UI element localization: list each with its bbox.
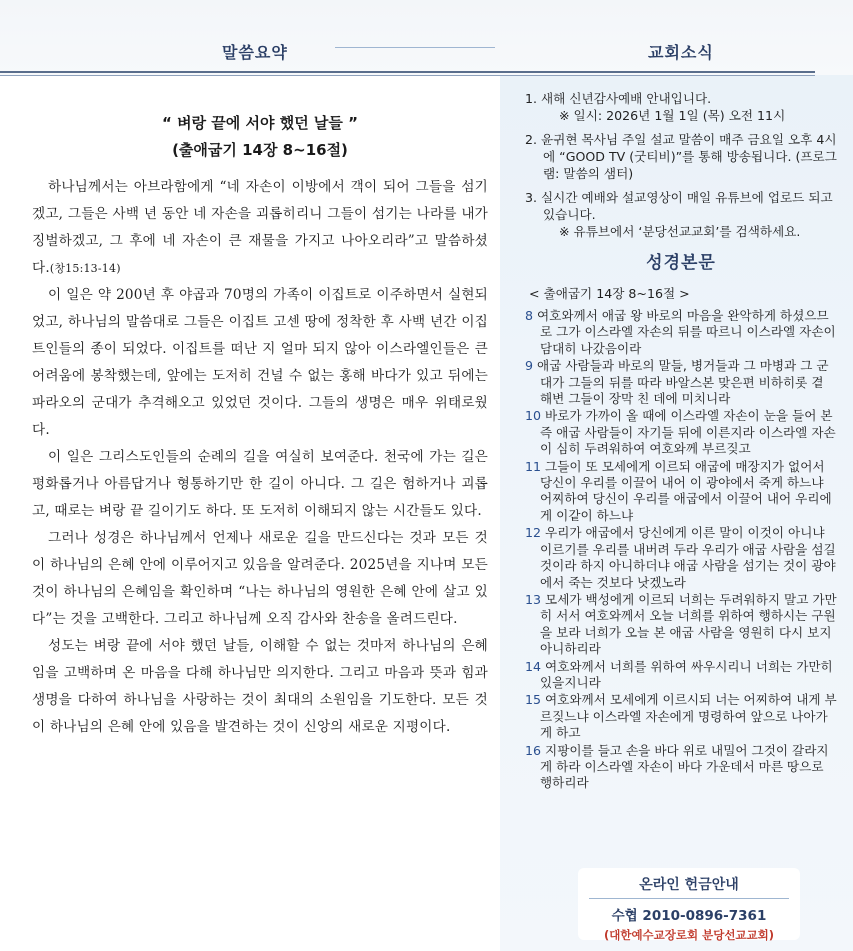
sermon-summary bbox=[32, 112, 488, 741]
verse-text: 바로가 가까이 올 때에 이스라엘 자손이 눈을 들어 본즉 애굽 사람들이 자기들 뒤에 이른지라 이스라엘 자손이 심히 두려워하여 여호와께 부르짖고 bbox=[540, 408, 836, 457]
verse-number: 11 bbox=[525, 458, 542, 474]
sermon-paragraph-2: 이 일은 약 200년 후 야곱과 70명의 가족이 이집트로 이주하면서 실현되었고, 하나님의 말씀대로 그들은 이집트 고센 땅에 정착한 후 사백 년간 이집트인들의 종이 되었다. 이집트를 떠난 지 얼마 되지 않아 이스라엘인들은 큰 어려움에 봉착했는데, 앞에는 도저히 건널 수 없는 홍해 바다가 있고 뒤에는 파라오의 군대가 추격해오고 있었던 것이다. 그들의 생명은 매우 위태로웠다. bbox=[32, 287, 488, 438]
online-giving-box bbox=[578, 868, 800, 940]
verse-number: 15 bbox=[525, 692, 542, 708]
bank-account: 수협 2010-0896-7361 bbox=[611, 908, 767, 924]
online-giving-title: 온라인 헌금안내 bbox=[639, 877, 739, 893]
church-news-heading: 교회소식 bbox=[648, 43, 714, 62]
sermon-paragraph-4: 그러나 성경은 하나님께서 언제나 새로운 길을 만드신다는 것과 모든 것이 하나님의 은혜 안에 이루어지고 있음을 알려준다. 2025년을 지나며 모든 것이 하나님의 은혜임을 확인하며 “나는 하나님의 영원한 은혜 안에 살고 있다”는 것을 고백한다. 그리고 하나님께 오직 감사와 찬송을 올려드린다. bbox=[32, 530, 488, 627]
news-item-note: ※ 일시: 2026년 1월 1일 (목) 오전 11시 bbox=[559, 108, 786, 123]
sermon-paragraph-1 bbox=[32, 174, 488, 282]
verse-number: 14 bbox=[525, 658, 542, 674]
header-rule-top bbox=[0, 71, 815, 73]
news-item-note: ※ 유튜브에서 ‘분당선교교회’를 검색하세요. bbox=[559, 224, 801, 239]
news-item-text: 1. 새해 신년감사예배 안내입니다. bbox=[525, 91, 712, 106]
verse-number: 13 bbox=[525, 591, 542, 607]
header-divider bbox=[335, 47, 495, 48]
verse bbox=[525, 692, 837, 741]
verse bbox=[525, 408, 837, 457]
sermon-summary-heading: 말씀요약 bbox=[222, 43, 288, 62]
verse bbox=[525, 659, 837, 692]
news-item bbox=[525, 131, 837, 182]
verse bbox=[525, 308, 837, 357]
verse-number: 12 bbox=[525, 525, 542, 541]
bible-text-heading: 성경본문 bbox=[646, 253, 716, 273]
verse-text: 여호와께서 너희를 위하여 싸우시리니 너희는 가만히 있을지니라 bbox=[540, 658, 833, 690]
verse-text: 여호와께서 모세에게 이르시되 너는 어찌하여 내게 부르짖느냐 이스라엘 자손에게 명령하여 앞으로 나아가게 하고 bbox=[540, 692, 837, 741]
verse bbox=[525, 459, 837, 525]
verse-number: 10 bbox=[525, 408, 542, 424]
sermon-paragraph-3: 이 일은 그리스도인들의 순례의 길을 여실히 보여준다. 천국에 가는 길은 평화롭거나 아름답거나 형통하기만 한 길이 아니다. 그 길은 험하거나 괴롭고, 때로는 벼랑 끝 길이기도 하다. 또 도저히 이해되지 않는 시간들도 있다. bbox=[32, 449, 488, 519]
verse-number: 8 bbox=[525, 308, 534, 323]
bible-verses bbox=[525, 308, 837, 792]
verse bbox=[525, 358, 837, 407]
account-owner: (대한예수교장로회 분당선교교회) bbox=[603, 928, 775, 942]
verse bbox=[525, 592, 837, 658]
verse bbox=[525, 525, 837, 591]
sermon-reference: (출애굽기 14장 8~16절) bbox=[172, 141, 348, 159]
verse-text: 애굽 사람들과 바로의 말들, 병거들과 그 마병과 그 군대가 그들의 뒤를 따라 바알스본 맞은편 비하히롯 곁 해변 그들이 장막 친 데에 미치니라 bbox=[537, 358, 829, 407]
verse-number: 9 bbox=[525, 358, 534, 374]
scripture-citation: (창15:13-14) bbox=[49, 262, 121, 275]
verse bbox=[525, 743, 837, 792]
news-item-text: 2. 윤귀현 목사님 주일 설교 말씀이 매주 금요일 오후 4시에 “GOOD TV (굿티비)”를 통해 방송됩니다. (프로그램: 말씀의 샘터) bbox=[525, 132, 837, 181]
news-item bbox=[525, 90, 837, 124]
sermon-paragraph-text: 하나님께서는 아브라함에게 “네 자손이 이방에서 객이 되어 그들을 섬기겠고, 그들은 사백 년 동안 네 자손을 괴롭히리니 그들이 섬기는 나라를 내가 징벌하겠고, 그 후에 네 자손이 큰 재물을 가지고 나아오리라”고 말씀하셨다. bbox=[32, 179, 488, 276]
verse-text: 지팡이를 들고 손을 바다 위로 내밀어 그것이 갈라지게 하라 이스라엘 자손이 바다 가운데서 마른 땅으로 행하리라 bbox=[540, 742, 829, 791]
verse-text: 여호와께서 애굽 왕 바로의 마음을 완악하게 하셨으므로 그가 이스라엘 자손의 뒤를 따르니 이스라엘 자손이 담대히 나갔음이라 bbox=[537, 308, 836, 356]
church-news-list bbox=[525, 90, 837, 240]
sermon-paragraph-5: 성도는 벼랑 끝에 서야 했던 날들, 이해할 수 없는 것마저 하나님의 은혜임을 고백하며 온 마음을 다해 하나님만 의지한다. 그리고 마음과 뜻과 힘과 생명을 다하여 하나님을 사랑하는 것이 최대의 소원임을 기도한다. 모든 것이 하나님의 은혜 안에 있음을 발견하는 것이 신앙의 새로운 지평이다. bbox=[32, 638, 488, 735]
bible-reference: < 출애굽기 14장 8~16절 > bbox=[529, 286, 690, 301]
header-rule-bottom bbox=[0, 75, 815, 76]
right-column bbox=[525, 90, 837, 793]
verse-number: 16 bbox=[525, 742, 542, 758]
online-giving-divider bbox=[589, 898, 789, 899]
news-item-text: 3. 실시간 예배와 설교영상이 매일 유튜브에 업로드 되고 있습니다. bbox=[525, 190, 833, 222]
verse-text: 그들이 또 모세에게 이르되 애굽에 매장지가 없어서 당신이 우리를 이끌어 내어 이 광야에서 죽게 하느냐 어찌하여 당신이 우리를 애굽에서 이끌어 내어 우리에게 이같이 하느냐 bbox=[540, 458, 832, 523]
verse-text: 모세가 백성에게 이르되 너희는 두려워하지 말고 가만히 서서 여호와께서 오늘 너희를 위하여 행하시는 구원을 보라 너희가 오늘 본 애굽 사람을 영원히 다시 보지 아니하리라 bbox=[540, 591, 837, 657]
sermon-title: “ 벼랑 끝에 서야 했던 날들 ” bbox=[162, 114, 358, 132]
verse-text: 우리가 애굽에서 당신에게 이른 말이 이것이 아니냐 이르기를 우리를 내버려 두라 우리가 애굽 사람을 섬길 것이라 하지 아니하더냐 애굽 사람을 섬기는 것이 광야에서 죽는 것보다 낫겠노라 bbox=[540, 525, 836, 590]
page-header bbox=[0, 0, 853, 75]
news-item bbox=[525, 189, 837, 240]
